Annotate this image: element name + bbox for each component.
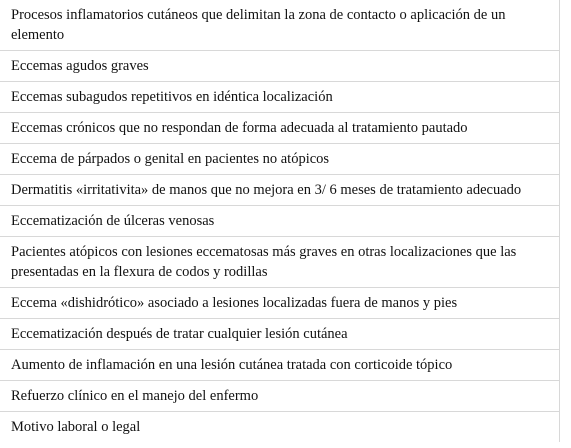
table-cell: Refuerzo clínico en el manejo del enfermo xyxy=(0,381,560,412)
table-cell: Eccema «dishidrótico» asociado a lesiones localizadas fuera de manos y pies xyxy=(0,288,560,319)
table-row xyxy=(0,175,560,206)
table-cell: Dermatitis «irritativita» de manos que no mejora en 3/ 6 meses de tratamiento adecuado xyxy=(0,175,560,206)
table-row xyxy=(0,350,560,381)
table-row xyxy=(0,381,560,412)
table-cell: Motivo laboral o legal xyxy=(0,412,560,443)
table-row xyxy=(0,319,560,350)
table-cell: Procesos inflamatorios cutáneos que delimitan la zona de contacto o aplicación de un elemento xyxy=(0,0,560,51)
table-cell: Eccemas crónicos que no respondan de forma adecuada al tratamiento pautado xyxy=(0,113,560,144)
table-row xyxy=(0,113,560,144)
table-row xyxy=(0,412,560,443)
table-cell: Eccema de párpados o genital en pacientes no atópicos xyxy=(0,144,560,175)
table-row xyxy=(0,51,560,82)
table-cell: Eccematización de úlceras venosas xyxy=(0,206,560,237)
table-row xyxy=(0,206,560,237)
table-cell: Pacientes atópicos con lesiones eccematosas más graves en otras localizaciones que las presentadas en la flexura de codos y rodillas xyxy=(0,237,560,288)
table-row xyxy=(0,82,560,113)
table-row xyxy=(0,144,560,175)
table-cell: Eccematización después de tratar cualquier lesión cutánea xyxy=(0,319,560,350)
table-cell: Aumento de inflamación en una lesión cutánea tratada con corticoide tópico xyxy=(0,350,560,381)
table-cell: Eccemas subagudos repetitivos en idéntica localización xyxy=(0,82,560,113)
table-row xyxy=(0,237,560,288)
table-row xyxy=(0,288,560,319)
table-cell: Eccemas agudos graves xyxy=(0,51,560,82)
table-row xyxy=(0,0,560,51)
